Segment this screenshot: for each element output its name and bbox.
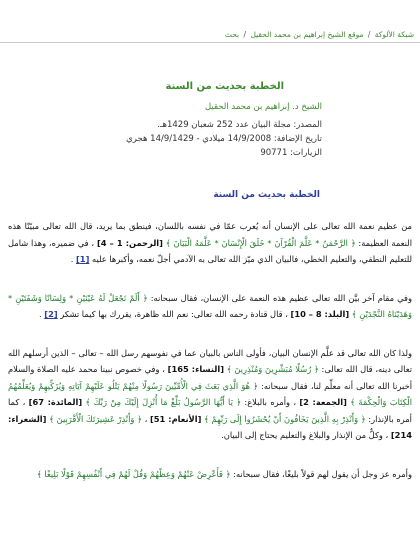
body-text: . [39, 309, 42, 319]
body-text: ، كما أمره بالإنذار: [8, 397, 412, 424]
breadcrumb-link-section[interactable]: موقع الشيخ إبراهيم بن محمد الحقيل [250, 30, 364, 39]
breadcrumb-link-current[interactable]: بحث [224, 30, 240, 39]
paragraph-4 [8, 466, 412, 483]
quran-verse: ﴿ هُوَ الَّذِي بَعَثَ فِي الْأُمِّيِّينَ رَسُولًا مِنْهُمْ يَتْلُو عَلَيْهِمْ آيَاتِهِ وَيُزَكِّيهِمْ وَيُعَلِّمُهُمُ الْكِتَابَ وَالْحِكْمَةَ ﴾ [8, 380, 413, 407]
quran-verse: ﴿ فَأَعْرِضْ عَنْهُمْ وَعِظْهُمْ وَقُلْ لَهُمْ فِي أَنْفُسِهِمْ قَوْلًا بَلِيغًا ﴾ [36, 468, 231, 479]
footnote-link[interactable]: [1] [76, 254, 90, 264]
visits-count: الزيارات: 90771 [260, 148, 322, 158]
body-text: ، في ضميره، وهذا شامل للتعليم النطقي، والتعليم الخطي، فالبيان الذي ميّز الله تعالى به الآدمي أجلّ نعمه، وأكبرها عليه [8, 237, 412, 264]
verse-reference: [البلد: 8 – 10] [290, 309, 350, 319]
breadcrumb-separator: / [367, 30, 371, 39]
body-text: ، وكلٌّ من الإنذار والبلاغ والتعليم يحتاج إلى البيان. [221, 430, 389, 440]
paragraph-2 [8, 290, 412, 323]
body-text: ، وفي خصوص نبينا محمد عليه الصلاة والسلام أخبرنا الله تعالى أنه معلِّم لنا، فقال سبحانه: [8, 364, 412, 391]
article-body [8, 218, 412, 504]
body-text: . [70, 254, 74, 264]
verse-reference: [المائدة: 67] [28, 397, 83, 407]
quran-verse: ﴿ أَلَمْ نَجْعَلْ لَهُ عَيْنَيْنِ * وَلِسَانًا وَشَفَتَيْنِ * وَهَدَيْنَاهُ النَّجْدَيْنِ ﴾ [8, 292, 412, 319]
breadcrumb [6, 30, 414, 39]
body-text: ، وأمره بالبلاغ: [241, 397, 297, 407]
article-header [102, 80, 322, 160]
verse-reference: [الرحمن: 1 – 4] [96, 237, 163, 248]
body-text: ولذا كان الله تعالى قد علَّم الإنسان البيان، فأولى الناس بالبيان عما في نفوسهم رسل الله – تعالى – الذين أرسلهم الله تعالى دينه، قال الله تعالى: [8, 347, 413, 374]
paragraph-1 [8, 218, 412, 268]
body-text: وأمره عز وجل أن يقول لهم قولاً بليغًا، فقال سبحانه: [230, 468, 412, 479]
body-text: ، قال قتادة رحمه الله تعالى: نعم الله ظاهرة، يقررك بها كيما تشكر [60, 309, 288, 319]
body-text: من عظيم نعمة الله تعالى على الإنسان أنه يُعرب عمّا في نفسه باللسان، فينطق بما يريد، قال الله تعالى مبيّنًا هذه النعمة العظيمة: [8, 221, 413, 248]
footnote-link[interactable]: [2] [44, 309, 58, 319]
header-divider [0, 42, 420, 43]
body-text: وفي مقام آخر بيَّن الله تعالى عظيم هذه النعمة على الإنسان، فقال سبحانه: [147, 292, 412, 303]
breadcrumb-link-site[interactable]: شبكة الألوكة [374, 30, 414, 39]
paragraph-3 [8, 345, 412, 444]
date-added-line: تاريخ الإضافة: 14/9/2008 ميلادي - 14/9/1429 هجري [126, 134, 322, 144]
quran-verse: ﴿ رُسُلًا مُبَشِّرِينَ وَمُنْذِرِينَ ﴾ [226, 364, 319, 374]
body-text: ، [141, 413, 148, 424]
verse-reference: [النساء: 165] [167, 364, 225, 374]
quran-verse: ﴿ وَأَنْذِرْ عَشِيرَتَكَ الْأَقْرَبِينَ ﴾ [49, 413, 142, 424]
article-subtitle: الخطبة بحديث من السنة [213, 190, 320, 201]
page-title: الخطبة بحديث من السنة [165, 81, 284, 92]
breadcrumb-separator: / [243, 30, 247, 39]
quran-verse: ﴿ الرَّحْمَنُ * عَلَّمَ الْقُرْآنَ * خَلَقَ الْإِنْسَانَ * عَلَّمَهُ الْبَيَانَ ﴾ [165, 237, 356, 248]
verse-reference: [الشعراء: 214] [8, 413, 412, 440]
source-line: المصدر: مجلة البيان عدد 252 شعبان 1429هـ. [157, 120, 322, 130]
quran-verse: ﴿ وَأَنْذِرْ بِهِ الَّذِينَ يَخَافُونَ أَنْ يُحْشَرُوا إِلَى رَبِّهِمْ ﴾ [204, 413, 366, 424]
quran-verse: ﴿ يَا أَيُّهَا الرَّسُولُ بَلِّغْ مَا أُنْزِلَ إِلَيْكَ مِنْ رَبِّكَ ﴾ [85, 397, 242, 407]
author-link[interactable]: الشيخ د. إبراهيم بن محمد الحقيل [204, 102, 322, 112]
verse-reference: [الأنعام: 51] [149, 413, 202, 424]
verse-reference: [الجمعة: 2] [299, 397, 347, 407]
